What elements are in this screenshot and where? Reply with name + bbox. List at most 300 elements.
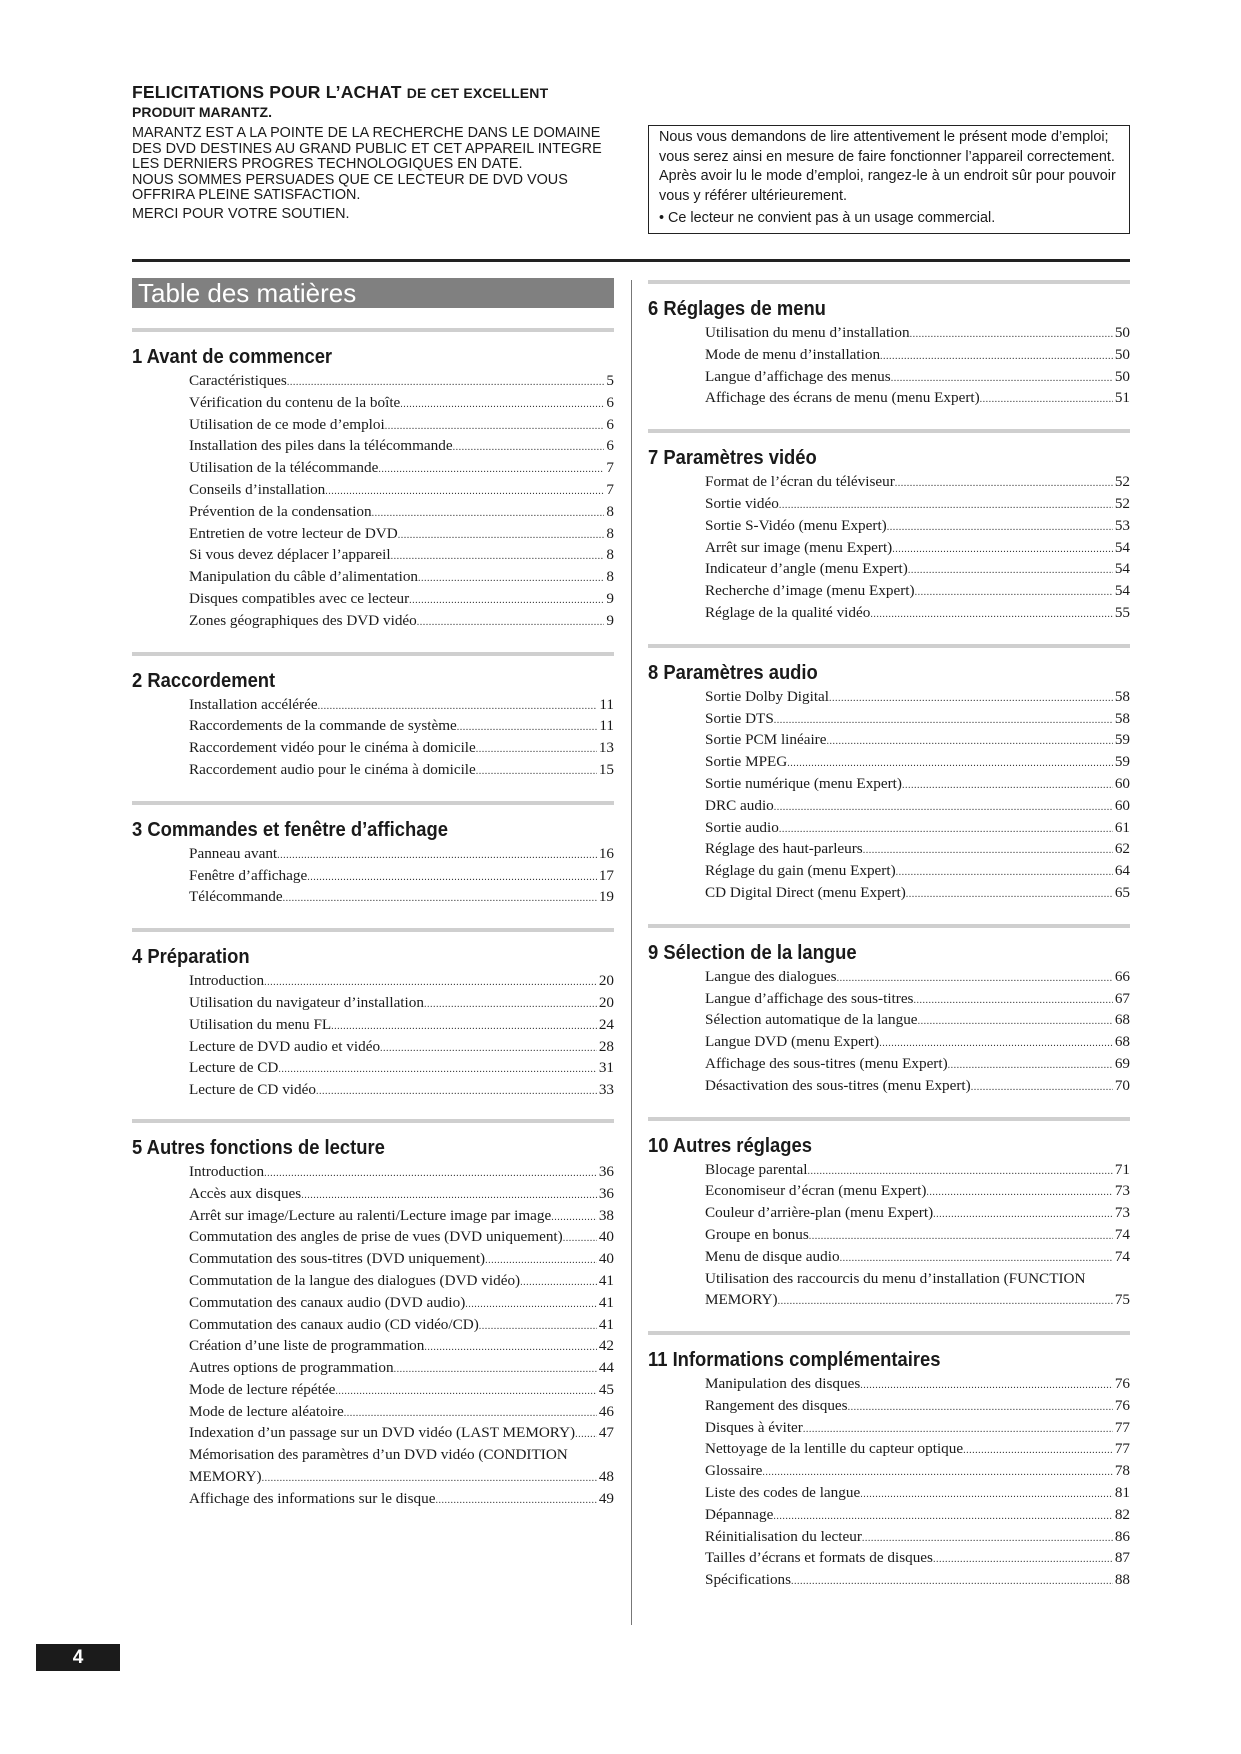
entry-leader-dots bbox=[827, 729, 1113, 751]
entry-page: 53 bbox=[1114, 516, 1130, 534]
entry-leader-dots bbox=[316, 1079, 597, 1101]
entry-leader-dots bbox=[380, 1036, 597, 1058]
entry-page: 61 bbox=[1114, 818, 1130, 836]
entry-page: 59 bbox=[1114, 753, 1130, 771]
entry-page: 17 bbox=[598, 866, 614, 884]
entry-page: 5 bbox=[606, 372, 614, 389]
toc-entry[interactable] bbox=[705, 558, 1130, 580]
entry-title: Disques compatibles avec ce lecteur bbox=[189, 589, 410, 607]
entry-leader-dots bbox=[963, 1438, 1113, 1460]
toc-entry[interactable] bbox=[189, 1205, 614, 1227]
entry-title: Liste des codes de langue bbox=[705, 1484, 861, 1502]
toc-entry[interactable] bbox=[189, 1014, 614, 1036]
entry-page: 52 bbox=[1114, 473, 1130, 491]
entry-leader-dots bbox=[520, 1270, 597, 1292]
toc-entry[interactable] bbox=[189, 1183, 614, 1205]
entry-leader-dots bbox=[910, 322, 1113, 344]
entry-title: Manipulation du câble d’alimentation bbox=[189, 568, 419, 586]
entry-leader-dots bbox=[807, 1159, 1112, 1181]
entry-title: Création d’une liste de programmation bbox=[189, 1337, 425, 1355]
toc-entry[interactable] bbox=[189, 523, 614, 545]
entry-leader-dots bbox=[887, 515, 1113, 537]
toc-entry[interactable] bbox=[705, 773, 1130, 795]
toc-entry[interactable] bbox=[705, 1202, 1130, 1224]
entry-leader-dots bbox=[418, 566, 604, 588]
entry-page: 68 bbox=[1114, 1011, 1130, 1029]
notice-text: Nous vous demandons de lire attentivement le présent mode d’emploi; vous serez ainsi en mesure de faire fonctionner l’appareil correctement. Après avoir lu le mode d’emploi, rangez-le à un endroit sûr pour pouvoir vous y référer ultérieurement. bbox=[659, 129, 1116, 204]
entry-leader-dots bbox=[787, 751, 1113, 773]
entry-title: Affichage des sous-titres (menu Expert) bbox=[705, 1054, 948, 1072]
entry-leader-dots bbox=[870, 602, 1113, 624]
toc-entry-continuation[interactable] bbox=[189, 1466, 614, 1488]
toc-entry[interactable] bbox=[705, 1460, 1130, 1482]
entry-page: 20 bbox=[598, 972, 614, 990]
entry-title: Tailles d’écrans et formats de disques bbox=[705, 1549, 933, 1567]
entry-leader-dots bbox=[926, 1180, 1112, 1202]
entry-page: 46 bbox=[598, 1402, 614, 1420]
intro-heading-main: FELICITATIONS POUR L’ACHAT bbox=[132, 82, 402, 102]
entry-title: Indicateur d’angle (menu Expert) bbox=[705, 560, 908, 578]
toc-entry[interactable] bbox=[705, 686, 1130, 708]
toc-entry[interactable] bbox=[189, 1488, 614, 1510]
entry-title: Menu de disque audio bbox=[705, 1247, 840, 1265]
entry-page: 76 bbox=[1114, 1396, 1130, 1414]
toc-entry[interactable] bbox=[189, 457, 614, 479]
entry-title: Entretien de votre lecteur de DVD bbox=[189, 524, 398, 542]
entry-page: 67 bbox=[1114, 989, 1130, 1007]
entry-page: 87 bbox=[1114, 1549, 1130, 1567]
toc-entry[interactable] bbox=[705, 1438, 1130, 1460]
entry-page: 78 bbox=[1114, 1462, 1130, 1480]
toc-section bbox=[132, 344, 614, 632]
toc-entry[interactable] bbox=[705, 1224, 1130, 1246]
section-title: 4 Préparation bbox=[132, 946, 250, 969]
notice-bullet: • Ce lecteur ne convient pas à un usage commercial. bbox=[659, 210, 996, 226]
toc-entry[interactable] bbox=[705, 1569, 1130, 1591]
toc-entry[interactable] bbox=[705, 515, 1130, 537]
entry-leader-dots bbox=[774, 795, 1113, 817]
entry-leader-dots bbox=[385, 414, 605, 436]
toc-entry[interactable] bbox=[189, 566, 614, 588]
entry-leader-dots bbox=[896, 860, 1113, 882]
entry-leader-dots bbox=[895, 471, 1113, 493]
entry-leader-dots bbox=[453, 435, 605, 457]
toc-entry[interactable] bbox=[705, 708, 1130, 730]
entry-page: 33 bbox=[598, 1081, 614, 1099]
toc-entry[interactable] bbox=[189, 588, 614, 610]
entry-title: CD Digital Direct (menu Expert) bbox=[705, 883, 906, 901]
toc-entry-continuation[interactable] bbox=[705, 1289, 1130, 1311]
entry-title: Télécommande bbox=[189, 888, 283, 906]
toc-entry[interactable] bbox=[189, 610, 614, 632]
toc-entry[interactable] bbox=[705, 1009, 1130, 1031]
toc-entry[interactable] bbox=[705, 1268, 1130, 1290]
section-title: 11 Informations complémentaires bbox=[648, 1349, 941, 1372]
intro-para-1: MARANTZ EST A LA POINTE DE LA RECHERCHE DANS LE DOMAINE DES DVD DESTINES AU GRAND PUBLIC ET CET APPAREIL INTEGRE LES DERNIERS PROGRES TECHNOLOGIQUES EN DATE. bbox=[132, 125, 602, 172]
toc-entry[interactable] bbox=[705, 1526, 1130, 1548]
toc-entry[interactable] bbox=[189, 1036, 614, 1058]
toc-right-column bbox=[648, 278, 1130, 1591]
entry-page: 54 bbox=[1114, 560, 1130, 578]
entry-page: 58 bbox=[1114, 687, 1130, 705]
entry-page: 19 bbox=[598, 888, 614, 906]
entry-page: 11 bbox=[599, 717, 614, 735]
entry-page: 77 bbox=[1114, 1440, 1130, 1458]
section-entries bbox=[705, 322, 1130, 409]
toc-entry[interactable] bbox=[189, 479, 614, 501]
entry-leader-dots bbox=[479, 1314, 597, 1336]
entry-leader-dots bbox=[915, 580, 1113, 602]
toc-entry[interactable] bbox=[705, 366, 1130, 388]
entry-page: 82 bbox=[1114, 1505, 1130, 1523]
section-entries bbox=[705, 1373, 1130, 1591]
entry-title: Utilisation de ce mode d’emploi bbox=[189, 415, 385, 433]
entry-title: Glossaire bbox=[705, 1462, 763, 1480]
section-entries bbox=[189, 970, 614, 1101]
entry-page: 59 bbox=[1114, 731, 1130, 749]
entry-title: Utilisation du navigateur d’installation bbox=[189, 993, 424, 1011]
entry-leader-dots bbox=[980, 387, 1113, 409]
entry-page: 71 bbox=[1114, 1160, 1130, 1178]
entry-page: 74 bbox=[1114, 1247, 1130, 1265]
entry-leader-dots bbox=[301, 1183, 597, 1205]
entry-title: Sortie DTS bbox=[705, 709, 774, 727]
entry-title: Langue d’affichage des menus bbox=[705, 367, 891, 385]
toc-entry[interactable] bbox=[189, 1226, 614, 1248]
toc-entry[interactable] bbox=[705, 1395, 1130, 1417]
toc-section bbox=[648, 1133, 1130, 1312]
entry-leader-dots bbox=[863, 838, 1113, 860]
entry-title: Utilisation de la télécommande bbox=[189, 459, 379, 477]
toc-entry[interactable] bbox=[705, 882, 1130, 904]
toc-entry[interactable] bbox=[189, 370, 614, 392]
entry-leader-dots bbox=[417, 610, 605, 632]
entry-title: Mémorisation des paramètres d’un DVD vidéo (CONDITION bbox=[189, 1446, 568, 1464]
entry-title-continued: MEMORY) bbox=[705, 1291, 778, 1309]
toc-entry[interactable] bbox=[705, 1417, 1130, 1439]
entry-leader-dots bbox=[372, 501, 605, 523]
section-separator bbox=[648, 429, 1130, 433]
entry-title: Sortie S-Vidéo (menu Expert) bbox=[705, 516, 887, 534]
entry-page: 75 bbox=[1114, 1291, 1130, 1309]
toc-entry[interactable] bbox=[189, 1379, 614, 1401]
toc-entry[interactable] bbox=[189, 1270, 614, 1292]
entry-page: 41 bbox=[598, 1271, 614, 1289]
entry-title: Spécifications bbox=[705, 1571, 792, 1589]
toc-title-bar bbox=[132, 278, 614, 308]
entry-title: Sortie PCM linéaire bbox=[705, 731, 827, 749]
entry-title: Blocage parental bbox=[705, 1160, 808, 1178]
entry-leader-dots bbox=[378, 457, 604, 479]
toc-entry[interactable] bbox=[705, 838, 1130, 860]
entry-page: 42 bbox=[598, 1337, 614, 1355]
entry-title: Langue d’affichage des sous-titres bbox=[705, 989, 914, 1007]
notice-box bbox=[648, 125, 1130, 234]
toc-entry[interactable] bbox=[705, 729, 1130, 751]
toc-entry[interactable] bbox=[705, 1075, 1130, 1097]
section-entries bbox=[705, 966, 1130, 1097]
toc-entry[interactable] bbox=[705, 602, 1130, 624]
toc-entry[interactable] bbox=[189, 1335, 614, 1357]
toc-entry[interactable] bbox=[189, 843, 614, 865]
toc-entry[interactable] bbox=[705, 1547, 1130, 1569]
toc-entry[interactable] bbox=[705, 1053, 1130, 1075]
toc-entry[interactable] bbox=[705, 493, 1130, 515]
entry-title: Si vous devez déplacer l’appareil bbox=[189, 546, 391, 564]
entry-title: Format de l’écran du téléviseur bbox=[705, 473, 895, 491]
entry-leader-dots bbox=[457, 715, 598, 737]
entry-leader-dots bbox=[779, 493, 1113, 515]
entry-title: Commutation des canaux audio (CD vidéo/CD) bbox=[189, 1315, 479, 1333]
entry-leader-dots bbox=[277, 843, 597, 865]
entry-leader-dots bbox=[880, 344, 1113, 366]
entry-title: Introduction bbox=[189, 1162, 265, 1180]
toc-entry[interactable] bbox=[189, 1057, 614, 1079]
section-title: 5 Autres fonctions de lecture bbox=[132, 1136, 385, 1159]
entry-page: 6 bbox=[606, 437, 614, 455]
toc-entry[interactable] bbox=[705, 344, 1130, 366]
entry-page: 7 bbox=[606, 480, 614, 498]
toc-entry[interactable] bbox=[189, 501, 614, 523]
toc-entry[interactable] bbox=[189, 1161, 614, 1183]
toc-entry[interactable] bbox=[189, 1314, 614, 1336]
section-entries bbox=[705, 1159, 1130, 1312]
entry-page: 62 bbox=[1114, 840, 1130, 858]
intro-heading-small: DE CET EXCELLENT bbox=[406, 85, 549, 101]
toc-entry[interactable] bbox=[189, 1292, 614, 1314]
toc-section bbox=[132, 817, 614, 908]
section-title: 10 Autres réglages bbox=[648, 1134, 812, 1157]
entry-page: 28 bbox=[598, 1037, 614, 1055]
entry-leader-dots bbox=[840, 1246, 1113, 1268]
entry-title: Utilisation du menu FL bbox=[189, 1015, 332, 1033]
entry-leader-dots bbox=[860, 1373, 1113, 1395]
toc-section bbox=[132, 944, 614, 1101]
entry-leader-dots bbox=[575, 1422, 597, 1444]
entry-page: 8 bbox=[606, 546, 614, 564]
entry-leader-dots bbox=[264, 1161, 597, 1183]
entry-title: Réglage de la qualité vidéo bbox=[705, 603, 871, 621]
intro-para-3: MERCI POUR VOTRE SOUTIEN. bbox=[132, 205, 350, 222]
toc-entry[interactable] bbox=[705, 988, 1130, 1010]
entry-title: Lecture de DVD audio et vidéo bbox=[189, 1037, 381, 1055]
entry-leader-dots bbox=[283, 886, 597, 908]
entry-page: 47 bbox=[598, 1424, 614, 1442]
intro-heading bbox=[132, 82, 612, 103]
entry-page: 55 bbox=[1114, 603, 1130, 621]
toc-entry[interactable] bbox=[705, 322, 1130, 344]
entry-page: 7 bbox=[606, 459, 614, 477]
intro-body bbox=[132, 126, 612, 222]
entry-title: Sortie audio bbox=[705, 818, 779, 836]
entry-title: Réinitialisation du lecteur bbox=[705, 1527, 862, 1545]
toc-entry[interactable] bbox=[705, 1159, 1130, 1181]
toc-entry[interactable] bbox=[189, 1248, 614, 1270]
section-separator bbox=[132, 801, 614, 805]
toc-entry[interactable] bbox=[189, 886, 614, 908]
toc-entry[interactable] bbox=[189, 414, 614, 436]
entry-title: Commutation des sous-titres (DVD uniquement) bbox=[189, 1250, 486, 1268]
toc-section bbox=[648, 940, 1130, 1097]
entry-title: Zones géographiques des DVD vidéo bbox=[189, 611, 417, 629]
entry-page: 8 bbox=[606, 524, 614, 542]
toc-entry[interactable] bbox=[705, 966, 1130, 988]
entry-page: 8 bbox=[606, 568, 614, 586]
toc-entry[interactable] bbox=[705, 1246, 1130, 1268]
section-entries bbox=[189, 370, 614, 632]
toc-entry[interactable] bbox=[705, 795, 1130, 817]
section-title: 9 Sélection de la langue bbox=[648, 941, 857, 964]
entry-leader-dots bbox=[774, 708, 1113, 730]
entry-page: 24 bbox=[598, 1015, 614, 1033]
entry-title: Mode de lecture aléatoire bbox=[189, 1402, 344, 1420]
entry-page: 76 bbox=[1114, 1375, 1130, 1393]
entry-page: 77 bbox=[1114, 1418, 1130, 1436]
toc-entry[interactable] bbox=[189, 865, 614, 887]
entry-page: 51 bbox=[1114, 389, 1130, 407]
section-separator bbox=[648, 924, 1130, 928]
entry-page: 15 bbox=[598, 760, 614, 778]
toc-entry[interactable] bbox=[189, 1444, 614, 1466]
entry-page: 49 bbox=[598, 1489, 614, 1507]
entry-page: 13 bbox=[598, 739, 614, 757]
entry-leader-dots bbox=[829, 686, 1113, 708]
entry-page: 8 bbox=[606, 502, 614, 520]
entry-title: Raccordement vidéo pour le cinéma à domicile bbox=[189, 739, 476, 757]
entry-title: Arrêt sur image (menu Expert) bbox=[705, 538, 893, 556]
toc-entry[interactable] bbox=[189, 737, 614, 759]
toc-entry[interactable] bbox=[189, 1422, 614, 1444]
entry-page: 50 bbox=[1114, 345, 1130, 363]
entry-leader-dots bbox=[398, 523, 605, 545]
section-title: 1 Avant de commencer bbox=[132, 346, 333, 368]
toc-entry[interactable] bbox=[705, 1482, 1130, 1504]
entry-leader-dots bbox=[335, 1379, 597, 1401]
entry-page: 36 bbox=[598, 1184, 614, 1202]
toc-section bbox=[132, 1135, 614, 1510]
entry-title: Couleur d’arrière-plan (menu Expert) bbox=[705, 1204, 934, 1222]
entry-leader-dots bbox=[476, 737, 597, 759]
entry-title: Commutation des angles de prise de vues (DVD uniquement) bbox=[189, 1228, 563, 1246]
toc-entry[interactable] bbox=[189, 759, 614, 781]
section-separator bbox=[648, 644, 1130, 648]
toc-entry[interactable] bbox=[189, 694, 614, 716]
entry-page: 40 bbox=[598, 1228, 614, 1246]
page-number: 4 bbox=[36, 1644, 120, 1671]
entry-page: 50 bbox=[1114, 367, 1130, 385]
entry-page: 69 bbox=[1114, 1054, 1130, 1072]
entry-page: 48 bbox=[598, 1468, 614, 1486]
intro-heading-line2: PRODUIT MARANTZ. bbox=[132, 104, 272, 120]
toc-entry[interactable] bbox=[705, 1373, 1130, 1395]
toc-section bbox=[132, 668, 614, 781]
entry-title: Commutation de la langue des dialogues (DVD vidéo) bbox=[189, 1271, 521, 1289]
toc-entry[interactable] bbox=[705, 1180, 1130, 1202]
entry-leader-dots bbox=[318, 694, 598, 716]
entry-title: Langue DVD (menu Expert) bbox=[705, 1033, 880, 1051]
entry-page: 6 bbox=[606, 393, 614, 411]
entry-title: Introduction bbox=[189, 972, 265, 990]
toc-entry[interactable] bbox=[705, 1031, 1130, 1053]
entry-leader-dots bbox=[791, 1569, 1113, 1591]
toc-entry[interactable] bbox=[705, 751, 1130, 773]
entry-leader-dots bbox=[344, 1401, 597, 1423]
entry-page: 52 bbox=[1114, 494, 1130, 512]
entry-leader-dots bbox=[933, 1202, 1113, 1224]
entry-title: Nettoyage de la lentille du capteur optique bbox=[705, 1440, 964, 1458]
entry-page: 36 bbox=[598, 1162, 614, 1180]
entry-title: Installation des piles dans la télécommande bbox=[189, 437, 453, 455]
toc-entry[interactable] bbox=[189, 992, 614, 1014]
entry-title-continued: MEMORY) bbox=[189, 1468, 262, 1486]
entry-leader-dots bbox=[424, 1335, 596, 1357]
entry-page: 81 bbox=[1114, 1484, 1130, 1502]
toc-entry[interactable] bbox=[189, 544, 614, 566]
entry-leader-dots bbox=[435, 1488, 596, 1510]
entry-leader-dots bbox=[331, 1014, 597, 1036]
entry-page: 44 bbox=[598, 1359, 614, 1377]
toc-entry[interactable] bbox=[705, 1504, 1130, 1526]
entry-leader-dots bbox=[948, 1053, 1113, 1075]
entry-leader-dots bbox=[908, 558, 1113, 580]
toc-entry[interactable] bbox=[189, 435, 614, 457]
entry-leader-dots bbox=[409, 588, 604, 610]
section-separator bbox=[648, 1117, 1130, 1121]
toc-entry[interactable] bbox=[705, 537, 1130, 559]
toc-entry[interactable] bbox=[705, 580, 1130, 602]
entry-leader-dots bbox=[424, 992, 597, 1014]
entry-title: Arrêt sur image/Lecture au ralenti/Lecture image par image bbox=[189, 1206, 552, 1224]
toc-entry[interactable] bbox=[189, 970, 614, 992]
entry-title: Affichage des informations sur le disque bbox=[189, 1489, 436, 1507]
entry-title: Lecture de CD vidéo bbox=[189, 1081, 316, 1099]
toc-entry[interactable] bbox=[189, 1079, 614, 1101]
entry-leader-dots bbox=[476, 759, 597, 781]
entry-leader-dots bbox=[465, 1292, 597, 1314]
entry-leader-dots bbox=[563, 1226, 597, 1248]
entry-page: 70 bbox=[1114, 1076, 1130, 1094]
toc-entry[interactable] bbox=[705, 387, 1130, 409]
entry-title: Autres options de programmation bbox=[189, 1359, 394, 1377]
entry-leader-dots bbox=[837, 966, 1113, 988]
entry-title: Raccordements de la commande de système bbox=[189, 717, 457, 735]
entry-title: Sortie vidéo bbox=[705, 494, 779, 512]
entry-title: Sortie numérique (menu Expert) bbox=[705, 774, 902, 792]
toc-entry[interactable] bbox=[189, 392, 614, 414]
toc-section bbox=[648, 660, 1130, 904]
entry-leader-dots bbox=[803, 1417, 1113, 1439]
entry-leader-dots bbox=[325, 479, 604, 501]
toc-entry[interactable] bbox=[189, 715, 614, 737]
toc-entry[interactable] bbox=[189, 1357, 614, 1379]
entry-page: 9 bbox=[606, 589, 614, 607]
entry-title: Langue des dialogues bbox=[705, 967, 837, 985]
entry-title: Réglage du gain (menu Expert) bbox=[705, 862, 896, 880]
toc-entry[interactable] bbox=[189, 1401, 614, 1423]
toc-entry[interactable] bbox=[705, 860, 1130, 882]
entry-page: 86 bbox=[1114, 1527, 1130, 1545]
entry-leader-dots bbox=[891, 366, 1113, 388]
toc-section bbox=[648, 296, 1130, 409]
entry-leader-dots bbox=[262, 1466, 597, 1488]
column-divider bbox=[631, 280, 632, 1625]
entry-leader-dots bbox=[778, 1289, 1113, 1311]
toc-entry[interactable] bbox=[705, 817, 1130, 839]
entry-leader-dots bbox=[902, 773, 1113, 795]
toc-entry[interactable] bbox=[705, 471, 1130, 493]
section-entries bbox=[705, 686, 1130, 904]
entry-title: Groupe en bonus bbox=[705, 1225, 809, 1243]
